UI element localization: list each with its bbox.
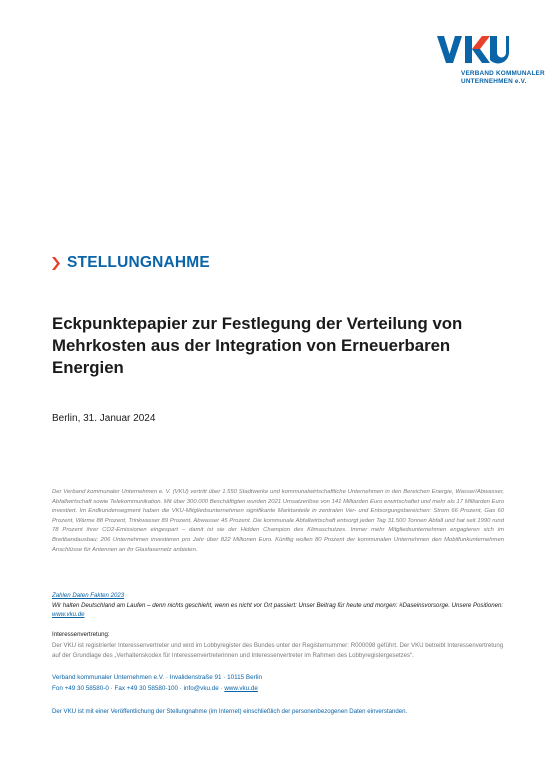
logo-line-2: UNTERNEHMEN e.V. [461, 78, 527, 85]
contact-phone-fax-email: Fon +49 30 58580-0 · Fax +49 30 58580-100 · info@vku.de · [52, 685, 225, 692]
document-title: Eckpunktepapier zur Festlegung der Verteilung von Mehrkosten aus der Integration von Erneuerbaren Energien [52, 314, 463, 377]
contact-line [52, 685, 258, 692]
vku-wordmark-icon [437, 33, 509, 65]
section-label [52, 254, 210, 272]
about-vku-paragraph: Der Verband kommunaler Unternehmen e. V. (VKU) vertritt über 1.550 Stadtwerke und kommunalwirtschaftliche Unternehmen in den Bereichen Energie, Wasser/Abwasser, Abfallwirtschaft sowie Telekommunikation. Mit über 300.000 Beschäftigten wurden 2021 Umsatzerlöse von 141 Milliarden Euro erwirtschaftet und mehr als 17 Milliarden Euro investiert. Im Endkundensegment haben die VKU-Mitgliedsunternehmen signifikante Marktanteile in zentralen Ver- und Entsorgungsbereichen: Strom 66 Prozent, Gas 60 Prozent, Wärme 88 Prozent, Trinkwasser 89 Prozent, Abwasser 45 Prozent. Die kommunale Abfallwirtschaft entsorgt jeden Tag 31.500 Tonnen Abfall und hat seit 1990 rund 78 Prozent ihrer CO2-Emissionen eingespart – damit ist sie der Hidden Champion des Klimaschutzes. Immer mehr Mitgliedsunternehmen engagieren sich im Breitbandausbau: 206 Unternehmen investieren pro Jahr über 822 Millionen Euro. Künftig wollen 80 Prozent der kommunalen Unternehmen den Mobilfunkunternehmen Anschlüsse für Antennen an ihr Glasfasernetz anbieten. [52, 489, 504, 553]
representation-body: Der VKU ist registrierter Interessenvertreter und wird im Lobbyregister des Bundes unter der Registernummer: R000098 geführt. Der VKU betreibt Interessenvertretung auf der Grundlage des „Verhaltenskodex für Interessenvertreterinnen und Interessenvertreter im Rahmen des Lobbyregistergesetzes“. [52, 642, 504, 659]
logo-line-1: VERBAND KOMMUNALER [461, 70, 545, 77]
consent-note: Der VKU ist mit einer Veröffentlichung der Stellungnahme (im Internet) einschließlich der personenbezogenen Daten einverstanden. [52, 708, 408, 715]
facts-link[interactable]: Zahlen Daten Fakten 2023 [52, 592, 125, 599]
vku-logo [437, 33, 545, 85]
document-date: Berlin, 31. Januar 2024 [52, 413, 156, 424]
positions-web-link[interactable]: www.vku.de [52, 611, 85, 619]
contact-address: Verband kommunaler Unternehmen e.V. · Invalidenstraße 91 · 10115 Berlin [52, 674, 263, 681]
chevron-right-icon [52, 257, 60, 270]
section-label-text: STELLUNGNAHME [67, 254, 210, 271]
contact-web-link[interactable]: www.vku.de [224, 685, 258, 692]
facts-text: Wir halten Deutschland am Laufen – denn nichts geschieht, wenn es nicht vor Ort passiert: Unser Beitrag für heute und morgen: #Daseinsvorsorge. Unsere Positionen: [52, 601, 504, 609]
representation-heading: Interessenvertretung: [52, 631, 110, 638]
facts-paragraph [52, 591, 504, 620]
